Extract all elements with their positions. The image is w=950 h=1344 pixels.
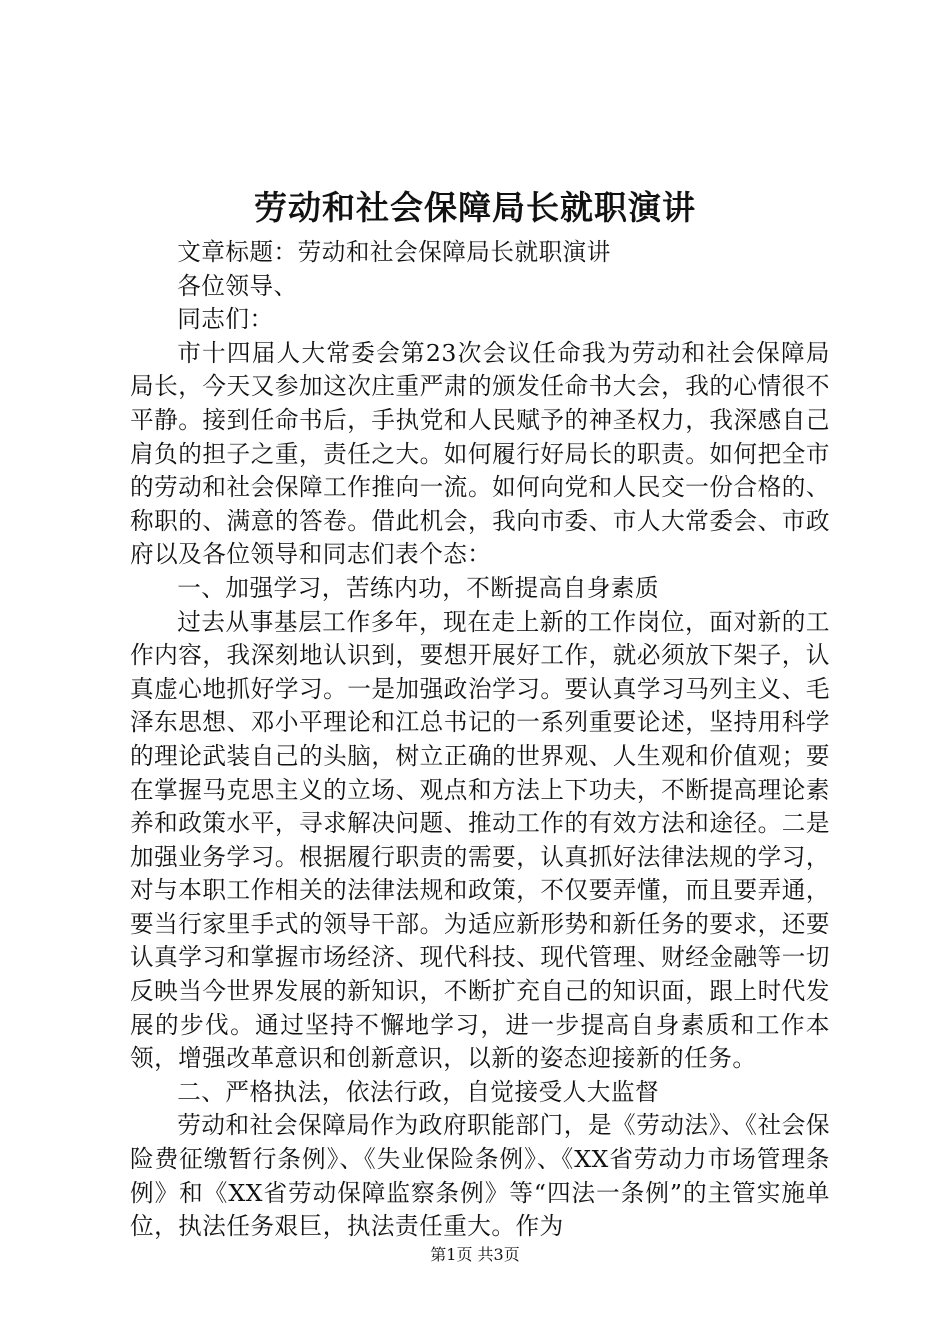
section-2-paragraph: 劳动和社会保障局作为政府职能部门，是《劳动法》、《社会保险费征缴暂行条例》、《失业保险条例》、《XX省劳动力市场管理条例》和《XX省劳动保障监察条例》等“四法一条例”的主管实施单位，执法任务艰巨，执法责任重大。作为: [130, 1111, 830, 1241]
document-body: [130, 236, 830, 1244]
salutation-leaders: 各位领导、: [177, 271, 298, 300]
document-title: 劳动和社会保障局长就职演讲: [254, 188, 696, 227]
intro-paragraph: 市十四届人大常委会第23次会议任命我为劳动和社会保障局局长，今天又参加这次庄重严肃的颁发任命书大会，我的心情很不平静。接到任命书后，手执党和人民赋予的神圣权力，我深感自己肩负的担子之重，责任之大。如何履行好局长的职责。如何把全市的劳动和社会保障工作推向一流。如何向党和人民交一份合格的、称职的、满意的答卷。借此机会，我向市委、市人大常委会、市政府以及各位领导和同志们表个态：: [130, 338, 830, 569]
section-heading-1: 一、加强学习，苦练内功，不断提高自身素质: [177, 573, 660, 602]
section-heading-2: 二、严格执法，依法行政，自觉接受人大监督: [177, 1077, 660, 1106]
salutation-comrades: 同志们：: [177, 305, 274, 334]
page-footer: 第1页 共3页: [430, 1245, 520, 1264]
section-1-paragraph: 过去从事基层工作多年，现在走上新的工作岗位，面对新的工作内容，我深刻地认识到，要想开展好工作，就必须放下架子，认真虚心地抓好学习。一是加强政治学习。要认真学习马列主义、毛泽东思想、邓小平理论和江总书记的一系列重要论述，坚持用科学的理论武装自己的头脑，树立正确的世界观、人生观和价值观；要在掌握马克思主义的立场、观点和方法上下功夫，不断提高理论素养和政策水平，寻求解决问题、推动工作的有效方法和途径。二是加强业务学习。根据履行职责的需要，认真抓好法律法规的学习，对与本职工作相关的法律法规和政策，不仅要弄懂，而且要弄通，要当行家里手式的领导干部。为适应新形势和新任务的要求，还要认真学习和掌握市场经济、现代科技、现代管理、财经金融等一切反映当今世界发展的新知识，不断扩充自己的知识面，跟上时代发展的步伐。通过坚持不懈地学习，进一步提高自身素质和工作本领，增强改革意识和创新意识，以新的姿态迎接新的任务。: [130, 607, 830, 1073]
article-title-line: 文章标题：劳动和社会保障局长就职演讲: [177, 238, 611, 266]
